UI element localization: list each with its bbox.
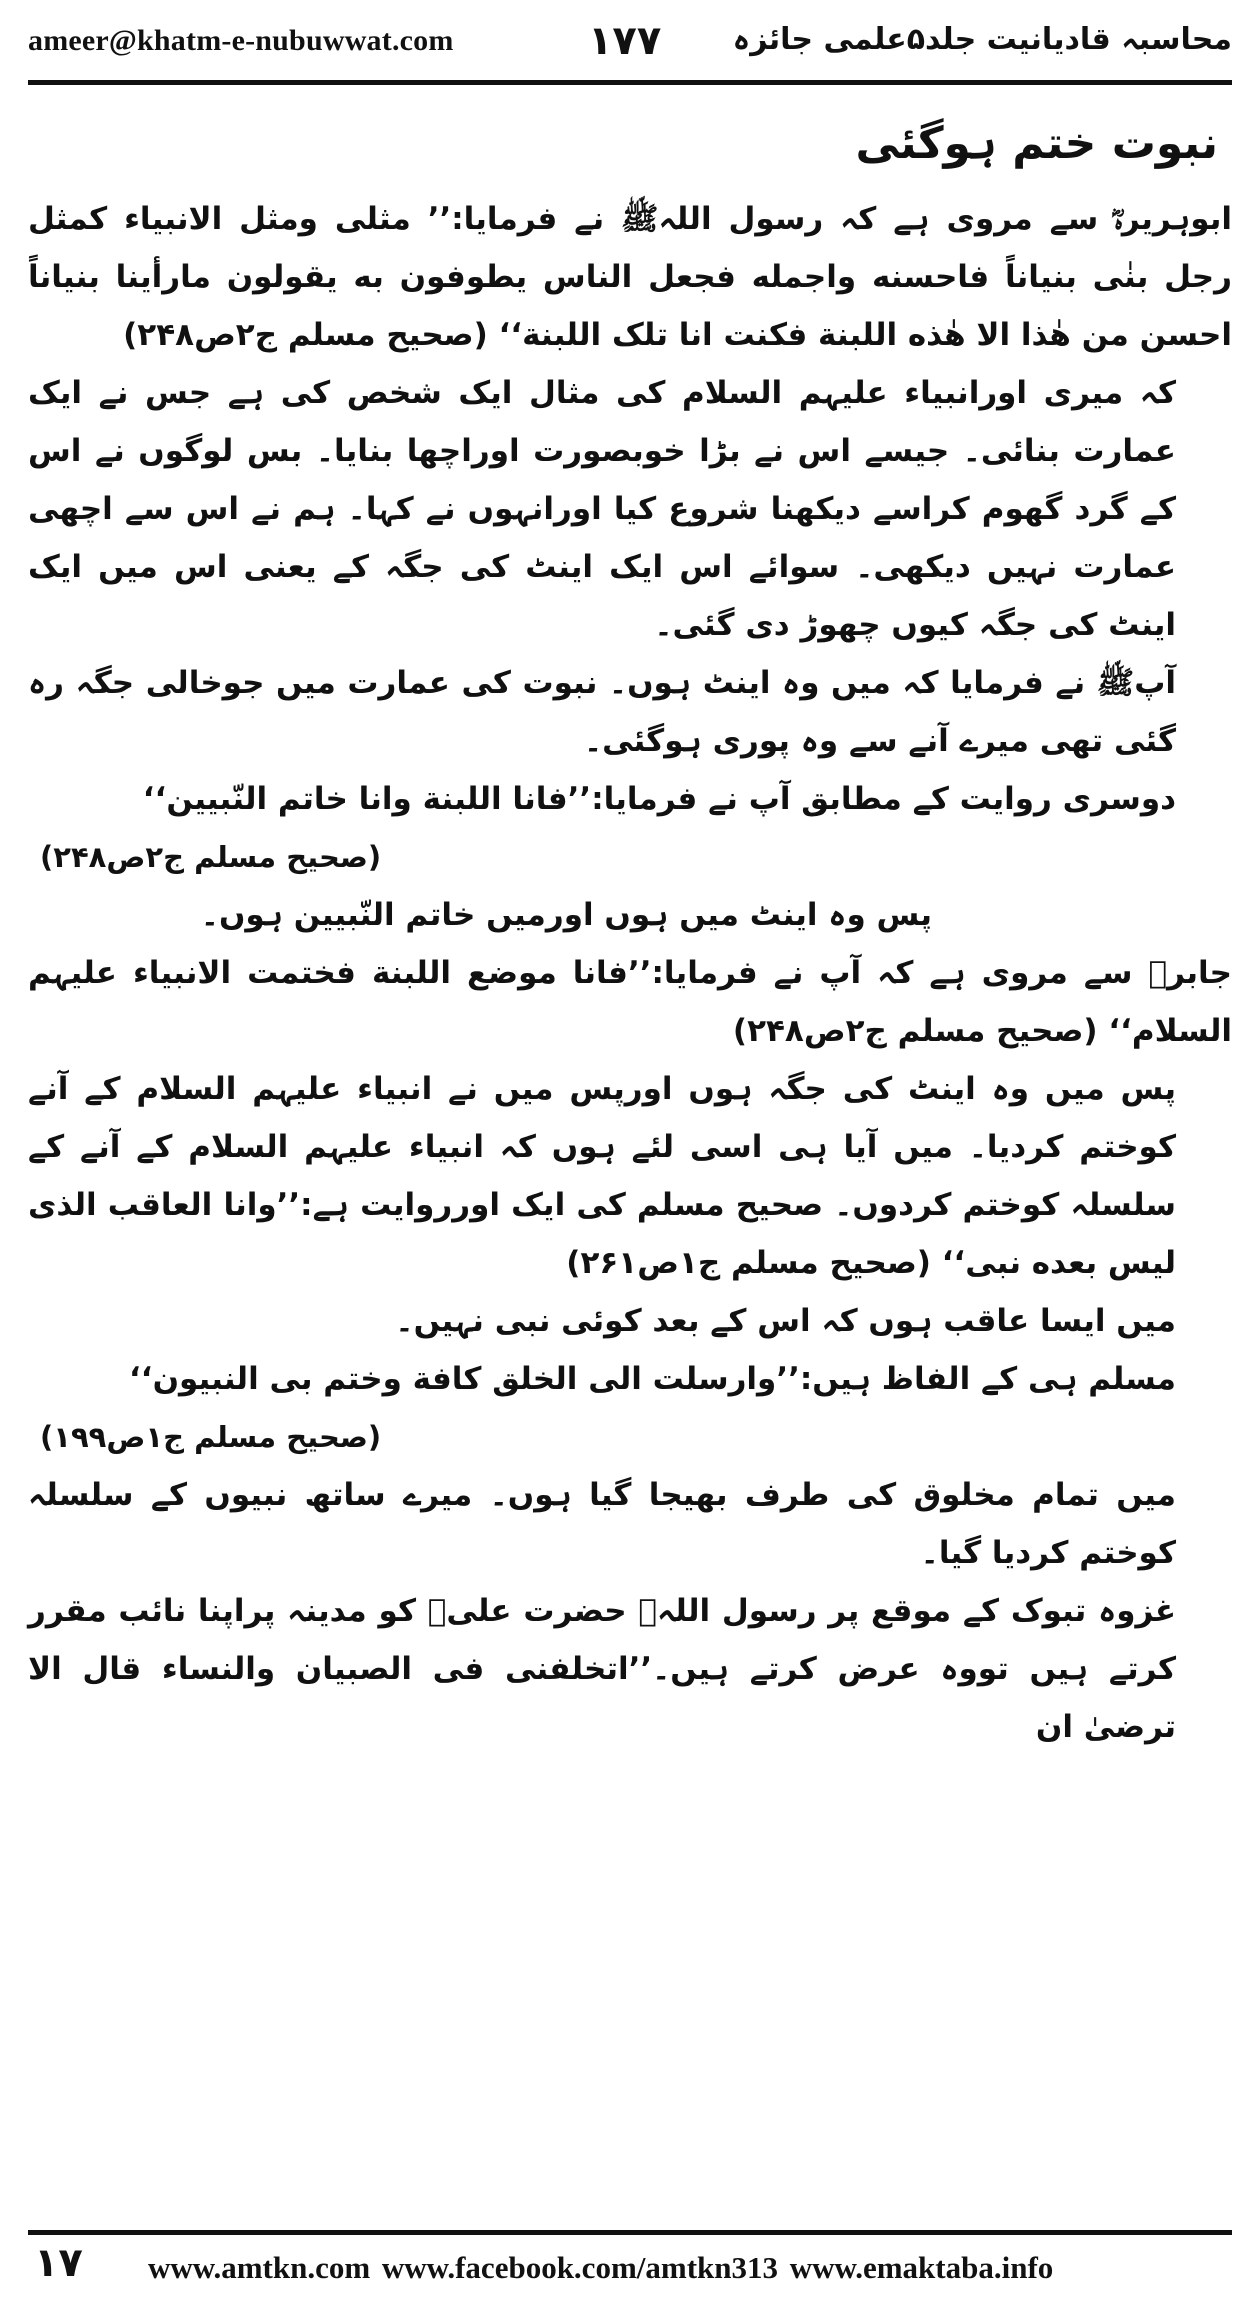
paragraph-explanation-1: آپﷺ نے فرمایا کہ میں وہ اینٹ ہوں۔ نبوت کی عمارت میں جوخالی جگہ رہ گئی تھی میرے آنے سے وہ پوری ہوگئی۔ [28,665,1176,759]
reference-1: (صحیح مسلم ج۲ص۲۴۸) [40,840,382,874]
header-email[interactable]: ameer@khatm-e-nubuwwat.com [28,24,454,57]
section-heading: نبوت ختم ہوگئی [855,118,1218,169]
paragraph-hadith-3: جابرؓ سے مروی ہے کہ آپ نے فرمایا:’’فانا موضع اللبنة فختمت الانبیاء علیہم السلام‘‘ (صحیح مسلم ج۲ص۲۴۸) [28,955,1232,1049]
header-book-title: محاسبہ قادیانیت جلد۵علمی جائزہ [732,22,1232,57]
header-page-number: ۱۷۷ [588,18,662,64]
paragraph-tabuk: غزوہ تبوک کے موقع پر رسول اللہﷺ حضرت علیؓ کو مدینہ پراپنا نائب مقرر کرتے ہیں تووہ عرض کرتے ہیں۔’’اتخلفنی فی الصبیان والنساء قال الا ترضیٰ ان [28,1593,1176,1745]
paragraph-hadith-2: دوسری روایت کے مطابق آپ نے فرمایا:’’فانا اللبنة وانا خاتم النّبیین‘‘ [142,781,1176,817]
reference-2: (صحیح مسلم ج۱ص۱۹۹) [40,1420,382,1454]
footer-rule [28,2230,1232,2235]
page-header [28,18,1232,78]
page-footer [28,2240,1232,2298]
paragraph-translation-5: میں تمام مخلوق کی طرف بھیجا گیا ہوں۔ میرے ساتھ نبیوں کے سلسلہ کوختم کردیا گیا۔ [28,1477,1176,1571]
paragraph-translation-3: پس میں وہ اینٹ کی جگہ ہوں اورپس میں نے انبیاء علیہم السلام کے آنے کوختم کردیا۔ میں آیا ہی اسی لئے ہوں کہ انبیاء علیہم السلام کے آنے کے سلسلہ کوختم کردوں۔ صحیح مسلم کی ایک اورروایت ہے:’’وانا العاقب الذی لیس بعده نبی‘‘ (صحیح مسلم ج۱ص۲۶۱) [28,1071,1176,1281]
main-content [28,98,1232,2218]
paragraph-hadith-4: مسلم ہی کے الفاظ ہیں:’’وارسلت الی الخلق کافة وختم بی النبیون‘‘ [129,1361,1176,1397]
header-rule [28,80,1232,85]
footer-links[interactable]: www.amtkn.com www.facebook.com/amtkn313 www.emaktaba.info [148,2250,1054,2285]
paragraph-translation-1: کہ میری اورانبیاء علیہم السلام کی مثال ایک شخص کی ہے جس نے ایک عمارت بنائی۔ جیسے اس نے بڑا خوبصورت اوراچھا بنایا۔ بس لوگوں نے اس کے گرد گھوم کراسے دیکھنا شروع کیا اورانہوں نے کہا۔ ہم نے اس سے اچھی عمارت نہیں دیکھی۔ سوائے اس ایک اینٹ کی جگہ کے یعنی اس میں ایک اینٹ کی جگہ کیوں چھوڑ دی گئی۔ [28,375,1176,643]
paragraph-translation-4: میں ایسا عاقب ہوں کہ اس کے بعد کوئی نبی نہیں۔ [395,1303,1176,1339]
footer-page-marker: ۱۷ [34,2240,83,2286]
paragraph-hadith-1: ابوہریرہؓ سے مروی ہے کہ رسول اللہﷺ نے فرمایا:’’ مثلی ومثل الانبیاء کمثل رجل بنٰی بنیاناً فاحسنه واجمله فجعل الناس یطوفون به یقولون مارأینا بنیاناً احسن من ھٰذا الا ھٰذه اللبنة فکنت انا تلک اللبنة‘‘ (صحیح مسلم ج۲ص۲۴۸) [28,201,1232,353]
paragraph-translation-2: پس وہ اینٹ میں ہوں اورمیں خاتم النّبیین ہوں۔ [200,897,932,933]
